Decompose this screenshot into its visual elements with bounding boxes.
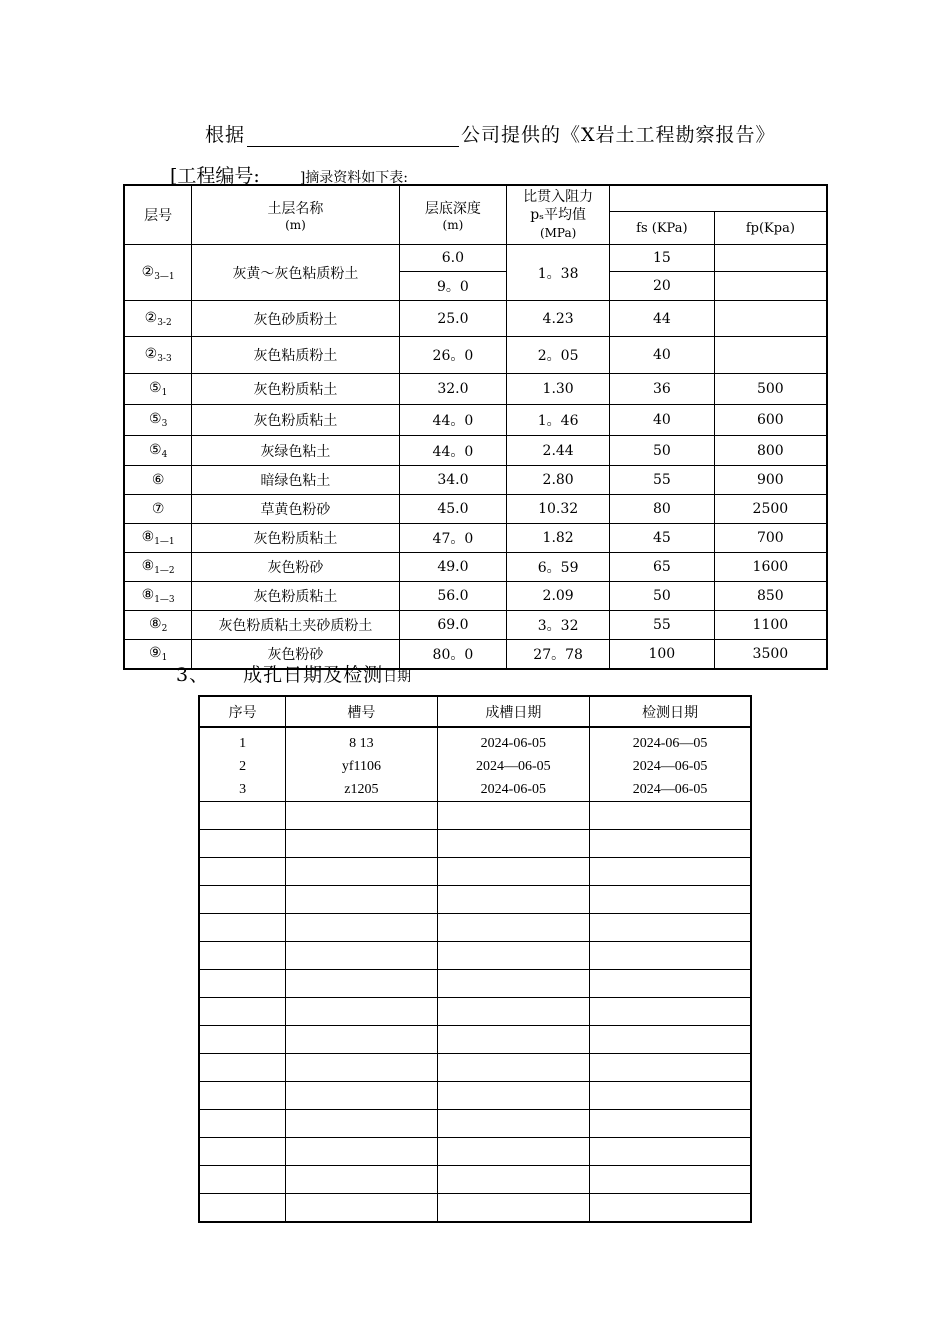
intro-suffix: 公司提供的《X岩土工程勘察报告》 <box>461 124 776 146</box>
soil-row <box>124 611 827 640</box>
soil-cell-fs: 45 <box>610 524 715 553</box>
header-ps-l3: (MPa) <box>539 226 577 240</box>
soil-cell-ps: 1.30 <box>507 374 610 405</box>
empty-cell <box>199 830 286 858</box>
soil-cell-ps: 1。46 <box>507 405 610 436</box>
soil-cell-fs: 65 <box>610 553 715 582</box>
layer-no-symbol: ⑤ <box>149 441 162 458</box>
soil-cell-fp: 1600 <box>714 553 827 582</box>
empty-cell <box>590 1110 751 1138</box>
soil-cell-layer-no <box>124 374 192 405</box>
soil-cell-fs: 80 <box>610 495 715 524</box>
date-table <box>198 695 752 1223</box>
header-depth-unit: (m) <box>442 218 464 232</box>
soil-cell-depth: 49.0 <box>399 553 507 582</box>
layer-no-sub: 1—1 <box>154 537 175 547</box>
section-3-title-small: 日期 <box>383 669 412 685</box>
empty-cell <box>286 858 437 886</box>
date-cell: 2 <box>199 755 286 778</box>
layer-no-symbol: ⑧ <box>141 529 155 545</box>
soil-cell-depth: 6.0 <box>399 245 507 272</box>
empty-cell <box>437 1194 589 1223</box>
soil-cell-name: 草黄色粉砂 <box>192 495 399 524</box>
soil-cell-ps: 4.23 <box>507 301 610 337</box>
soil-body <box>124 245 827 670</box>
empty-cell <box>437 1054 589 1082</box>
soil-cell-layer-no <box>124 582 192 611</box>
soil-cell-layer-no <box>124 405 192 436</box>
soil-cell-fs: 36 <box>610 374 715 405</box>
empty-cell <box>199 1166 286 1194</box>
layer-no-sub: 3—1 <box>154 271 175 282</box>
soil-cell-layer-no <box>124 495 192 524</box>
soil-cell-layer-no <box>124 337 192 374</box>
soil-cell-fs: 40 <box>610 405 715 436</box>
empty-cell <box>590 1138 751 1166</box>
empty-cell <box>199 1110 286 1138</box>
layer-no-sub: 1—3 <box>154 595 175 605</box>
soil-cell-layer-no <box>124 466 192 495</box>
soil-cell-ps: 6。59 <box>507 553 610 582</box>
empty-row <box>199 1110 751 1138</box>
layer-no-sub: 1 <box>161 388 168 398</box>
empty-row <box>199 914 751 942</box>
soil-cell-depth: 80。0 <box>399 640 507 670</box>
soil-cell-name: 灰绿色粘土 <box>192 436 399 466</box>
empty-cell <box>590 858 751 886</box>
date-cell: 2024-06-05 <box>437 778 589 802</box>
layer-no-symbol: ⑧ <box>149 616 162 632</box>
empty-cell <box>437 858 589 886</box>
empty-cell <box>286 1026 437 1054</box>
soil-cell-fp: 3500 <box>714 640 827 670</box>
empty-cell <box>437 1138 589 1166</box>
soil-cell-ps: 2。05 <box>507 337 610 374</box>
empty-cell <box>590 1166 751 1194</box>
soil-cell-depth: 9。0 <box>399 272 507 301</box>
empty-cell <box>437 830 589 858</box>
soil-cell-fs: 20 <box>610 272 715 301</box>
soil-cell-depth: 26。0 <box>399 337 507 374</box>
soil-cell-layer-no <box>124 245 192 301</box>
section-3-number: 3、 <box>176 664 210 686</box>
date-cell: yf1106 <box>286 755 437 778</box>
empty-cell <box>437 802 589 830</box>
empty-cell <box>286 1138 437 1166</box>
soil-cell-depth: 44。0 <box>399 436 507 466</box>
empty-cell <box>199 1026 286 1054</box>
date-header-cell: 检测日期 <box>590 696 751 727</box>
date-cell: 2024—06-05 <box>590 778 751 802</box>
date-cell: 3 <box>199 778 286 802</box>
empty-cell <box>590 1082 751 1110</box>
intro-prefix: 根据 <box>205 124 246 146</box>
soil-cell-layer-no <box>124 436 192 466</box>
empty-cell <box>286 830 437 858</box>
header-blank <box>610 185 828 212</box>
soil-cell-name: 灰色粉质粘土 <box>192 374 399 405</box>
soil-cell-fp <box>714 337 827 374</box>
empty-row <box>199 886 751 914</box>
soil-cell-fp <box>714 245 827 272</box>
empty-cell <box>437 886 589 914</box>
soil-cell-fs: 55 <box>610 611 715 640</box>
empty-cell <box>437 998 589 1026</box>
soil-row <box>124 405 827 436</box>
empty-cell <box>590 830 751 858</box>
soil-cell-depth: 56.0 <box>399 582 507 611</box>
date-header-cell: 序号 <box>199 696 286 727</box>
empty-cell <box>199 1082 286 1110</box>
empty-cell <box>590 914 751 942</box>
layer-no-sub: 3-2 <box>157 317 172 328</box>
empty-cell <box>286 886 437 914</box>
layer-no-symbol: ⑥ <box>151 472 165 488</box>
soil-row <box>124 245 827 272</box>
date-cell: 2024-06-05 <box>437 727 589 755</box>
empty-cell <box>199 858 286 886</box>
empty-row <box>199 1194 751 1223</box>
soil-cell-name: 暗绿色粘土 <box>192 466 399 495</box>
soil-row <box>124 337 827 374</box>
layer-no-sub: 1—2 <box>154 566 175 576</box>
date-row <box>199 755 751 778</box>
empty-row <box>199 998 751 1026</box>
layer-no-sub: 2 <box>161 624 168 634</box>
empty-cell <box>199 886 286 914</box>
empty-cell <box>590 942 751 970</box>
empty-cell <box>286 1166 437 1194</box>
empty-cell <box>590 998 751 1026</box>
soil-cell-depth: 34.0 <box>399 466 507 495</box>
empty-cell <box>437 1082 589 1110</box>
soil-cell-fs: 44 <box>610 301 715 337</box>
soil-cell-ps: 10.32 <box>507 495 610 524</box>
empty-cell <box>199 914 286 942</box>
layer-no-symbol: ⑨ <box>149 645 162 661</box>
empty-row <box>199 1166 751 1194</box>
soil-cell-fs: 15 <box>610 245 715 272</box>
soil-cell-name: 灰色粉质粘土 <box>192 582 399 611</box>
empty-cell <box>286 1194 437 1223</box>
date-header-cell: 槽号 <box>286 696 437 727</box>
empty-row <box>199 1138 751 1166</box>
empty-cell <box>286 1082 437 1110</box>
company-blank <box>247 128 459 147</box>
empty-row <box>199 830 751 858</box>
soil-cell-ps: 2.44 <box>507 436 610 466</box>
empty-cell <box>590 1194 751 1223</box>
empty-row <box>199 802 751 830</box>
empty-cell <box>590 802 751 830</box>
layer-no-sub: 3 <box>161 419 168 429</box>
soil-row <box>124 582 827 611</box>
empty-cell <box>437 1166 589 1194</box>
layer-no-symbol: ⑦ <box>151 501 165 517</box>
soil-cell-fp <box>714 301 827 337</box>
empty-row <box>199 1026 751 1054</box>
soil-cell-fp: 2500 <box>714 495 827 524</box>
empty-cell <box>286 914 437 942</box>
soil-cell-name: 灰色粉砂 <box>192 553 399 582</box>
layer-no-symbol: ⑧ <box>141 587 155 603</box>
date-body <box>199 696 751 1222</box>
header-ps-l1: 比贯入阻力 <box>523 189 594 205</box>
empty-cell <box>286 942 437 970</box>
soil-cell-fp: 1100 <box>714 611 827 640</box>
empty-row <box>199 858 751 886</box>
empty-cell <box>199 998 286 1026</box>
soil-row <box>124 466 827 495</box>
soil-cell-fp: 700 <box>714 524 827 553</box>
soil-cell-depth: 25.0 <box>399 301 507 337</box>
empty-cell <box>199 1194 286 1223</box>
soil-cell-fp: 800 <box>714 436 827 466</box>
section-3-title: 成孔日期及检测 <box>243 664 384 686</box>
layer-no-sub: 1 <box>161 653 168 663</box>
empty-row <box>199 1082 751 1110</box>
header-depth <box>399 185 507 245</box>
project-tail: 摘录资料如下表: <box>305 170 409 186</box>
header-soil-name-unit: (m) <box>285 218 306 232</box>
soil-cell-ps: 27。78 <box>507 640 610 670</box>
soil-cell-ps: 3。32 <box>507 611 610 640</box>
empty-cell <box>590 1026 751 1054</box>
empty-cell <box>437 914 589 942</box>
soil-cell-depth: 45.0 <box>399 495 507 524</box>
soil-cell-layer-no <box>124 553 192 582</box>
date-header-cell: 成槽日期 <box>437 696 589 727</box>
layer-no-symbol: ② <box>144 309 158 326</box>
empty-cell <box>437 1026 589 1054</box>
empty-cell <box>286 1054 437 1082</box>
soil-cell-ps: 2.09 <box>507 582 610 611</box>
empty-cell <box>199 802 286 830</box>
header-ps-l2: pₛ平均值 <box>530 207 586 223</box>
empty-cell <box>199 1138 286 1166</box>
layer-no-sub: 3-3 <box>157 354 172 364</box>
soil-table <box>123 184 828 670</box>
header-depth-text: 层底深度 <box>424 201 481 217</box>
layer-no-symbol: ② <box>144 346 158 362</box>
soil-cell-fp: 900 <box>714 466 827 495</box>
soil-cell-ps: 1。38 <box>507 245 610 301</box>
header-soil-name <box>192 185 399 245</box>
soil-cell-ps: 2.80 <box>507 466 610 495</box>
soil-cell-fs: 40 <box>610 337 715 374</box>
header-layer-no: 层号 <box>124 185 192 245</box>
empty-cell <box>590 1054 751 1082</box>
soil-header-row <box>124 185 827 212</box>
section-3-heading <box>176 660 411 687</box>
empty-cell <box>199 970 286 998</box>
soil-cell-fs: 100 <box>610 640 715 670</box>
soil-cell-layer-no <box>124 524 192 553</box>
soil-cell-fp: 600 <box>714 405 827 436</box>
soil-row <box>124 301 827 337</box>
date-cell: 8 13 <box>286 727 437 755</box>
soil-cell-fp: 850 <box>714 582 827 611</box>
layer-no-symbol: ⑧ <box>141 558 155 574</box>
layer-no-sub: 4 <box>161 449 168 460</box>
header-soil-name-text: 土层名称 <box>267 201 324 217</box>
soil-cell-fs: 50 <box>610 436 715 466</box>
soil-cell-depth: 32.0 <box>399 374 507 405</box>
soil-cell-name: 灰色粘质粉土 <box>192 337 399 374</box>
empty-cell <box>286 970 437 998</box>
soil-cell-depth: 44。0 <box>399 405 507 436</box>
empty-cell <box>286 1110 437 1138</box>
soil-cell-name: 灰色粉质粘土 <box>192 524 399 553</box>
soil-cell-fp: 500 <box>714 374 827 405</box>
empty-cell <box>590 970 751 998</box>
soil-cell-name: 灰色砂质粉土 <box>192 301 399 337</box>
soil-cell-layer-no <box>124 301 192 337</box>
soil-cell-layer-no <box>124 611 192 640</box>
date-cell: 1 <box>199 727 286 755</box>
soil-cell-depth: 47。0 <box>399 524 507 553</box>
layer-no-symbol: ⑤ <box>149 411 162 427</box>
soil-row <box>124 495 827 524</box>
header-ps <box>507 185 610 245</box>
soil-cell-name: 灰色粉质粘土 <box>192 405 399 436</box>
soil-row <box>124 524 827 553</box>
empty-cell <box>286 802 437 830</box>
empty-cell <box>286 998 437 1026</box>
empty-cell <box>437 970 589 998</box>
empty-cell <box>590 886 751 914</box>
soil-row <box>124 553 827 582</box>
soil-row <box>124 436 827 466</box>
date-row <box>199 778 751 802</box>
empty-cell <box>437 942 589 970</box>
soil-cell-ps: 1.82 <box>507 524 610 553</box>
layer-no-symbol: ② <box>141 263 155 280</box>
empty-row <box>199 970 751 998</box>
soil-cell-name: 灰色粉砂 <box>192 640 399 670</box>
date-header-row <box>199 696 751 727</box>
soil-row <box>124 374 827 405</box>
date-cell: z1205 <box>286 778 437 802</box>
empty-cell <box>437 1110 589 1138</box>
empty-cell <box>199 942 286 970</box>
soil-cell-fs: 55 <box>610 466 715 495</box>
project-close: ] <box>299 170 306 186</box>
intro-line <box>205 120 776 147</box>
date-cell: 2024—06-05 <box>590 755 751 778</box>
soil-cell-fp <box>714 272 827 301</box>
header-fs: fs (KPa) <box>610 212 715 245</box>
date-cell: 2024-06—05 <box>590 727 751 755</box>
empty-cell <box>199 1054 286 1082</box>
empty-row <box>199 1054 751 1082</box>
soil-cell-fs: 50 <box>610 582 715 611</box>
soil-cell-name: 灰黄～灰色粘质粉土 <box>192 245 399 301</box>
empty-row <box>199 942 751 970</box>
layer-no-symbol: ⑤ <box>149 380 162 396</box>
soil-cell-depth: 69.0 <box>399 611 507 640</box>
soil-cell-name: 灰色粉质粘土夹砂质粉土 <box>192 611 399 640</box>
project-open: [工程编号: <box>170 165 260 187</box>
date-row <box>199 727 751 755</box>
header-fp: fp(Kpa) <box>714 212 827 245</box>
date-cell: 2024—06-05 <box>437 755 589 778</box>
